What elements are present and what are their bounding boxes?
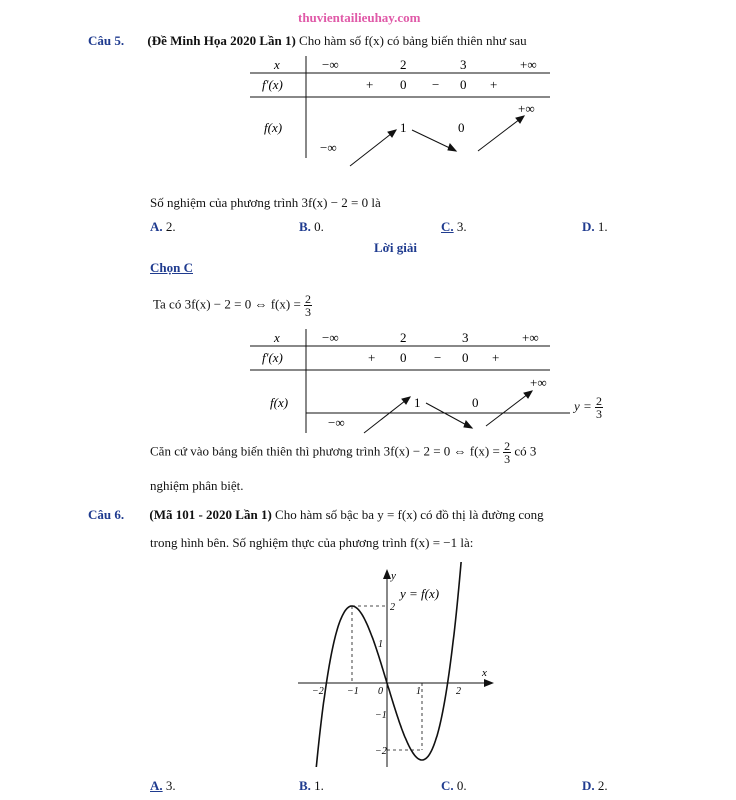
table2-fp-zero-1: 0 xyxy=(400,350,407,365)
table2-arrows xyxy=(364,391,532,433)
table1-x-2: 2 xyxy=(400,57,407,72)
q6-option-c-key: C. xyxy=(441,778,454,793)
question-5-source: (Đề Minh Họa 2020 Lần 1) xyxy=(147,33,296,48)
y-axis-arrow-icon xyxy=(383,569,391,579)
table2-y-fraction-den: 3 xyxy=(596,407,603,421)
x-tick-neg1: −1 xyxy=(347,686,359,697)
x-tick-2: 2 xyxy=(456,686,461,697)
question-5-header xyxy=(88,33,527,49)
q5-option-c-value: 3. xyxy=(456,219,467,234)
table1-fp-minus: − xyxy=(432,77,440,92)
table2-f-pos-inf: +∞ xyxy=(530,375,547,390)
q6-option-d xyxy=(582,778,608,794)
q6-option-d-key: D. xyxy=(582,778,595,793)
table2-fp-minus: − xyxy=(434,350,442,365)
q5-conclusion-c: nghiệm phân biệt. xyxy=(150,478,244,493)
q5-conclusion-line-1 xyxy=(150,440,536,465)
cubic-curve xyxy=(308,562,469,772)
table1-f-0: 0 xyxy=(458,120,465,135)
table2-x-2: 2 xyxy=(400,330,407,345)
q6-option-d-value: 2. xyxy=(597,778,608,793)
table2-fp-plus-2: + xyxy=(492,350,500,365)
x-tick-neg2: −2 xyxy=(312,686,324,697)
q5-work-line xyxy=(153,293,312,318)
q6-option-c xyxy=(441,778,467,794)
table2-y-eq: y = xyxy=(574,398,592,414)
question-5-text: Cho hàm số f(x) có bảng biến thiên như sau xyxy=(299,33,527,48)
table2-fp-zero-2: 0 xyxy=(462,350,469,365)
question-6-header xyxy=(88,507,544,523)
table1-x-pos-inf: +∞ xyxy=(520,57,537,72)
table1-x-neg-inf: −∞ xyxy=(322,57,339,72)
origin-label: 0 xyxy=(378,686,383,697)
q5-work-text: Ta có 3f(x) − 2 = 0 ⇔ f(x) = xyxy=(153,296,301,312)
table2-x-pos-inf: +∞ xyxy=(522,330,539,345)
table2-f-label: f(x) xyxy=(270,395,289,410)
question-6-text-2: trong hình bên. Số nghiệm thực của phương trình f(x) = −1 là: xyxy=(150,535,474,550)
curve-label: y = f(x) xyxy=(400,586,440,601)
table1-fp-label: f′(x) xyxy=(262,77,283,92)
table2-fp-plus-1: + xyxy=(368,350,376,365)
q5-option-b-key: B. xyxy=(299,219,311,234)
chosen-answer: Chọn C xyxy=(150,260,193,275)
q5-option-a xyxy=(150,219,176,235)
table1-arrows xyxy=(350,116,524,166)
question-6-source: (Mã 101 - 2020 Lần 1) xyxy=(149,507,272,522)
table2-y-fraction-num: 2 xyxy=(596,394,603,408)
table2-x-3: 3 xyxy=(462,330,469,345)
question-5-prompt: Số nghiệm của phương trình 3f(x) − 2 = 0 là xyxy=(150,195,381,210)
q6-option-b-value: 1. xyxy=(314,778,324,793)
x-tick-1: 1 xyxy=(416,686,421,697)
q5-conclusion-fraction xyxy=(503,440,511,465)
table2-f-1: 1 xyxy=(414,395,421,410)
q6-option-a-key: A. xyxy=(150,778,163,793)
table2-x-label: x xyxy=(274,330,280,345)
table1-fp-plus-1: + xyxy=(366,77,374,92)
q5-option-d-value: 1. xyxy=(597,219,608,234)
solution-title: Lời giải xyxy=(374,240,417,255)
table1-fp-plus-2: + xyxy=(490,77,498,92)
y-tick-2: 2 xyxy=(390,602,395,613)
table2-f-0: 0 xyxy=(472,395,479,410)
y-tick-neg2: −2 xyxy=(375,746,387,757)
table2-fp-label: f′(x) xyxy=(262,350,283,365)
table1-fp-zero-2: 0 xyxy=(460,77,467,92)
q6-option-b xyxy=(299,778,324,794)
q5-conclusion-fraction-num: 2 xyxy=(504,439,511,453)
y-axis-label: y xyxy=(391,570,396,582)
table2-f-neg-inf: −∞ xyxy=(328,415,345,430)
q5-conclusion-b: có 3 xyxy=(514,443,537,459)
table2-x-neg-inf: −∞ xyxy=(322,330,339,345)
q6-option-c-value: 0. xyxy=(456,778,467,793)
y-tick-neg1: −1 xyxy=(375,710,387,721)
x-axis-label: x xyxy=(482,667,487,679)
q5-option-a-key: A. xyxy=(150,219,163,234)
q5-conclusion-fraction-den: 3 xyxy=(504,452,511,466)
table1-f-label: f(x) xyxy=(264,120,283,135)
x-axis-arrow-icon xyxy=(484,679,494,687)
table1-f-1: 1 xyxy=(400,120,407,135)
q5-option-c-key: C. xyxy=(441,219,454,234)
variation-table-1 xyxy=(250,56,560,176)
table1-f-pos-inf: +∞ xyxy=(518,101,535,116)
q6-option-a-value: 3. xyxy=(165,778,176,793)
q5-work-fraction-den: 3 xyxy=(305,305,312,319)
variation-table-2 xyxy=(250,329,620,439)
q5-work-fraction xyxy=(304,293,312,318)
q5-option-b-value: 0. xyxy=(314,219,324,234)
table2-y-fraction xyxy=(595,395,603,420)
table2-y-label xyxy=(574,395,603,420)
q5-option-d-key: D. xyxy=(582,219,595,234)
q6-option-b-key: B. xyxy=(299,778,311,793)
table1-x-label: x xyxy=(274,57,280,72)
question-6-label: Câu 6. xyxy=(88,507,125,522)
q5-option-c xyxy=(441,219,467,235)
q5-option-b xyxy=(299,219,324,235)
q5-conclusion-a: Căn cứ vào bảng biến thiên thì phương trình 3f(x) − 2 = 0 ⇔ f(x) = xyxy=(150,443,500,459)
question-5-label: Câu 5. xyxy=(88,33,125,48)
table1-fp-zero-1: 0 xyxy=(400,77,407,92)
q5-option-a-value: 2. xyxy=(165,219,176,234)
q6-option-a xyxy=(150,778,176,794)
q5-option-d xyxy=(582,219,608,235)
watermark: thuvientailieuhay.com xyxy=(298,10,421,25)
q5-work-fraction-num: 2 xyxy=(305,292,312,306)
cubic-graph xyxy=(290,562,510,772)
question-6-text-1: Cho hàm số bậc ba y = f(x) có đồ thị là đường cong xyxy=(275,507,544,522)
table1-x-3: 3 xyxy=(460,57,467,72)
table1-f-neg-inf: −∞ xyxy=(320,140,337,155)
y-tick-1: 1 xyxy=(378,639,383,650)
